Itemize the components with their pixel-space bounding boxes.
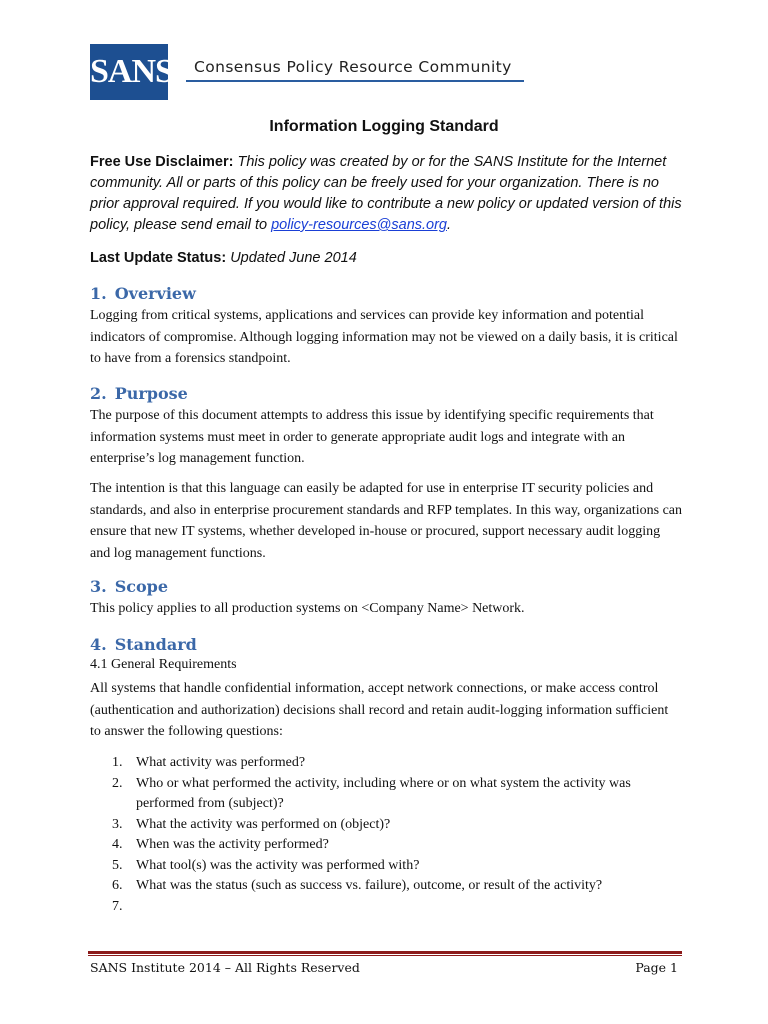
purpose-body-1: The purpose of this document attempts to address this issue by identifying specific requirements that information systems must meet in order to generate appropriate audit logs and integrate with an enterprise’s log management function. <box>90 408 654 466</box>
list-item <box>112 815 684 836</box>
list-number: 3. <box>112 816 123 832</box>
list-text: What was the status (such as success vs. failure), outcome, or result of the activity? <box>136 878 603 893</box>
list-item <box>112 835 684 856</box>
heading-number: 2. <box>90 384 107 403</box>
last-update-status <box>90 248 686 269</box>
email-link[interactable]: policy-resources@sans.org <box>271 217 447 233</box>
disclaimer-text: This policy was created by or for the SANS Institute for the Internet community. All or parts of this policy can be freely used for your organization. There is no prior approval required. If you would like to contribute a new policy or updated version of this policy, please send email to <box>90 154 682 233</box>
list-text: What the activity was performed on (object)? <box>136 816 391 832</box>
list-text: What tool(s) was the activity was performed with? <box>136 857 420 873</box>
heading-standard <box>90 635 197 654</box>
header-divider <box>186 80 524 82</box>
heading-text: Purpose <box>114 384 188 403</box>
sans-logo: SANS <box>90 44 168 100</box>
heading-purpose <box>90 384 188 403</box>
status-label: Last Update Status: <box>90 250 227 266</box>
list-item <box>112 753 684 774</box>
list-item <box>112 856 684 877</box>
list-item <box>112 774 684 815</box>
heading-scope <box>90 577 168 596</box>
list-text: What activity was performed? <box>136 755 306 770</box>
list-number: 7. <box>112 898 123 914</box>
disclaimer <box>90 152 686 236</box>
list-number: 6. <box>112 878 123 893</box>
list-text: Who or what performed the activity, including where or on what system the activity was performed from (subject)? <box>136 775 631 811</box>
disclaimer-end: . <box>447 217 452 233</box>
heading-number: 1. <box>90 284 107 303</box>
heading-number: 4. <box>90 635 107 654</box>
status-value: Updated June 2014 <box>230 250 357 266</box>
heading-overview <box>90 284 196 303</box>
document-title: Information Logging Standard <box>269 118 499 135</box>
list-number: 2. <box>112 775 123 791</box>
list-number: 5. <box>112 857 123 873</box>
heading-number: 3. <box>90 577 107 596</box>
subheading-general-requirements: 4.1 General Requirements <box>90 657 237 672</box>
footer-copyright: SANS Institute 2014 – All Rights Reserved <box>90 960 360 975</box>
requirements-list <box>112 753 684 914</box>
list-text: When was the activity performed? <box>136 837 329 852</box>
purpose-body-2: The intention is that this language can easily be adapted for use in enterprise IT security policies and standards, and also in enterprise procurement standards and RFP templates. In this way, organizations can ensure that new IT systems, whether developed in-house or procured, support necessary audit logging and log management functions. <box>90 481 682 561</box>
scope-body: This policy applies to all production systems on <Company Name> Network. <box>90 601 525 616</box>
heading-text: Standard <box>114 635 197 654</box>
heading-text: Overview <box>114 284 196 303</box>
footer-divider-thin <box>88 955 682 956</box>
page-header <box>90 44 530 102</box>
standard-body: All systems that handle confidential information, accept network connections, or make access control (authentication and authorization) decisions shall record and retain audit-logging information sufficient to answer the following questions: <box>90 681 669 739</box>
list-number: 4. <box>112 837 123 852</box>
heading-text: Scope <box>114 577 169 596</box>
footer-divider-thick <box>88 951 682 954</box>
community-title: Consensus Policy Resource Community <box>194 58 512 76</box>
list-number: 1. <box>112 755 123 770</box>
disclaimer-label: Free Use Disclaimer: <box>90 154 234 170</box>
overview-body: Logging from critical systems, applications and services can provide key information and potential indicators of compromise. Although logging information may not be viewed on a daily basis, it is critical to have from a forensics standpoint. <box>90 308 678 366</box>
list-item <box>112 876 684 897</box>
footer-page-number: Page 1 <box>635 960 678 975</box>
